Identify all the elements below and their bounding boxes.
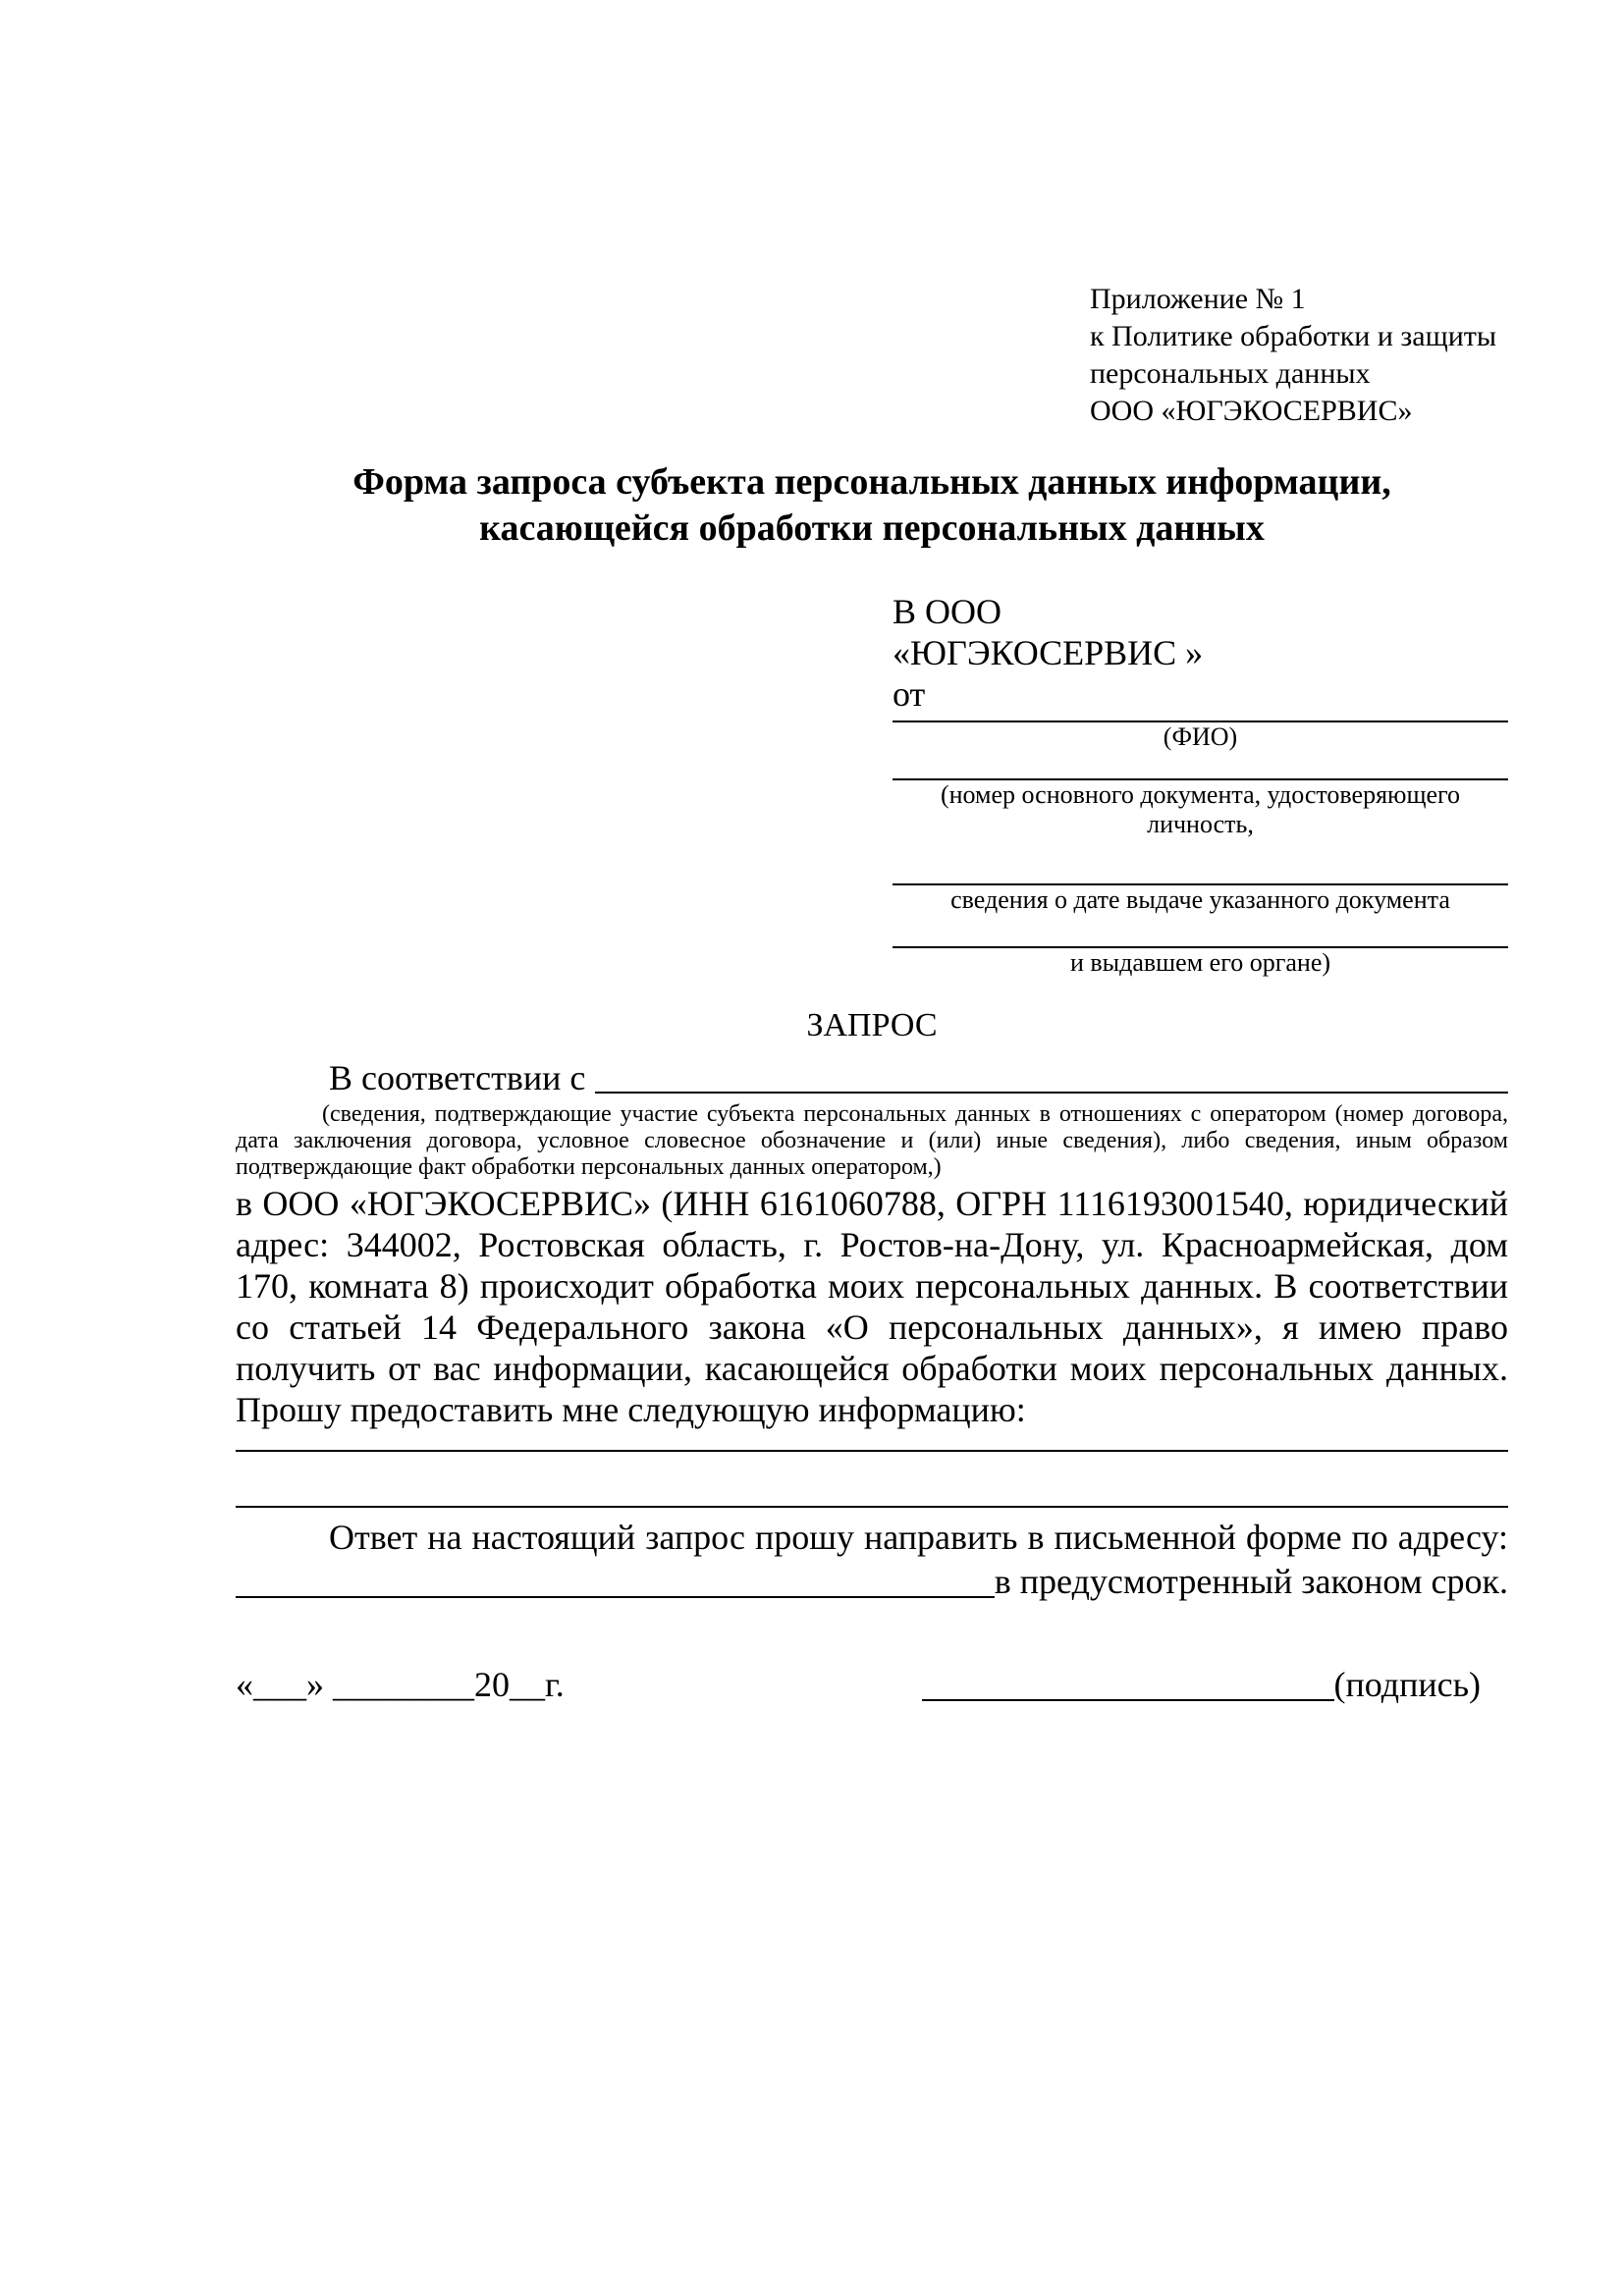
date-blank-text: «___» ________20__г. bbox=[236, 1665, 565, 1704]
document-content bbox=[0, 281, 1624, 1707]
intro-row bbox=[236, 1056, 1508, 1099]
appendix-line-2: к Политике обработки и защиты bbox=[1090, 320, 1497, 352]
doc-date-caption: сведения о дате выдаче указанного документа bbox=[950, 885, 1450, 914]
request-heading: ЗАПРОС bbox=[806, 1007, 938, 1043]
reply-address-row bbox=[236, 1560, 1508, 1604]
intro-blank-line bbox=[595, 1092, 1508, 1094]
info-blank-line-1 bbox=[236, 1430, 1508, 1452]
appendix-line-1: Приложение № 1 bbox=[1090, 283, 1306, 315]
address-blank-line bbox=[236, 1596, 995, 1598]
appendix-note bbox=[1090, 281, 1508, 430]
reply-tail-text: в предусмотренный законом срок. bbox=[994, 1562, 1508, 1601]
document-title bbox=[236, 459, 1508, 552]
addressee-org-name: «ЮГЭКОСЕРВИС » bbox=[893, 633, 1204, 672]
appendix-line-3: персональных данных bbox=[1090, 357, 1371, 390]
doc-issuer-caption: и выдавшем его органе) bbox=[1069, 948, 1331, 977]
info-blank-line-2 bbox=[236, 1452, 1508, 1508]
request-body-paragraph: в ООО «ЮГЭКОСЕРВИС» (ИНН 6161060788, ОГРН 1116193001540, юридический адрес: 344002, Ростовская область, г. Ростов-на-Дону, ул. Красноармейская, дом 170, комната 8) происходит обработка моих персональных данных. В соответствии со статьей 14 Федерального закона «О персональных данных», я имею право получить от вас информации, касающейся обработки моих персональных данных. Прошу предоставить мне следующую информацию: bbox=[236, 1184, 1508, 1429]
signature-caption: (подпись) bbox=[1333, 1665, 1481, 1704]
addressee-to-label: В ООО bbox=[893, 592, 1002, 631]
intro-caption: (сведения, подтверждающие участие субъекта персональных данных в отношениях с оператором (номер договора, дата заключения договора, условное словесное обозначение и (или) иные сведения), либо сведения, иным образом подтверждающие факт обработки персональных данных оператором,) bbox=[236, 1101, 1508, 1180]
addressee-from-label: от bbox=[893, 674, 926, 714]
addressee-block bbox=[893, 591, 1508, 978]
intro-prefix: В соответствии с bbox=[329, 1058, 586, 1097]
signature-group bbox=[922, 1663, 1481, 1707]
reply-sentence: Ответ на настоящий запрос прошу направить в письменной форме по адресу: bbox=[329, 1518, 1508, 1557]
signature-blank-line bbox=[922, 1699, 1334, 1701]
fio-caption: (ФИО) bbox=[1163, 722, 1238, 751]
signature-row bbox=[236, 1663, 1508, 1707]
doc-number-caption: (номер основного документа, удостоверяющего личность, bbox=[940, 780, 1461, 838]
document-title-line-1: Форма запроса субъекта персональных данных информации, bbox=[352, 461, 1391, 503]
appendix-line-4: ООО «ЮГЭКОСЕРВИС» bbox=[1090, 395, 1413, 427]
document-title-line-2: касающейся обработки персональных данных bbox=[479, 507, 1265, 549]
